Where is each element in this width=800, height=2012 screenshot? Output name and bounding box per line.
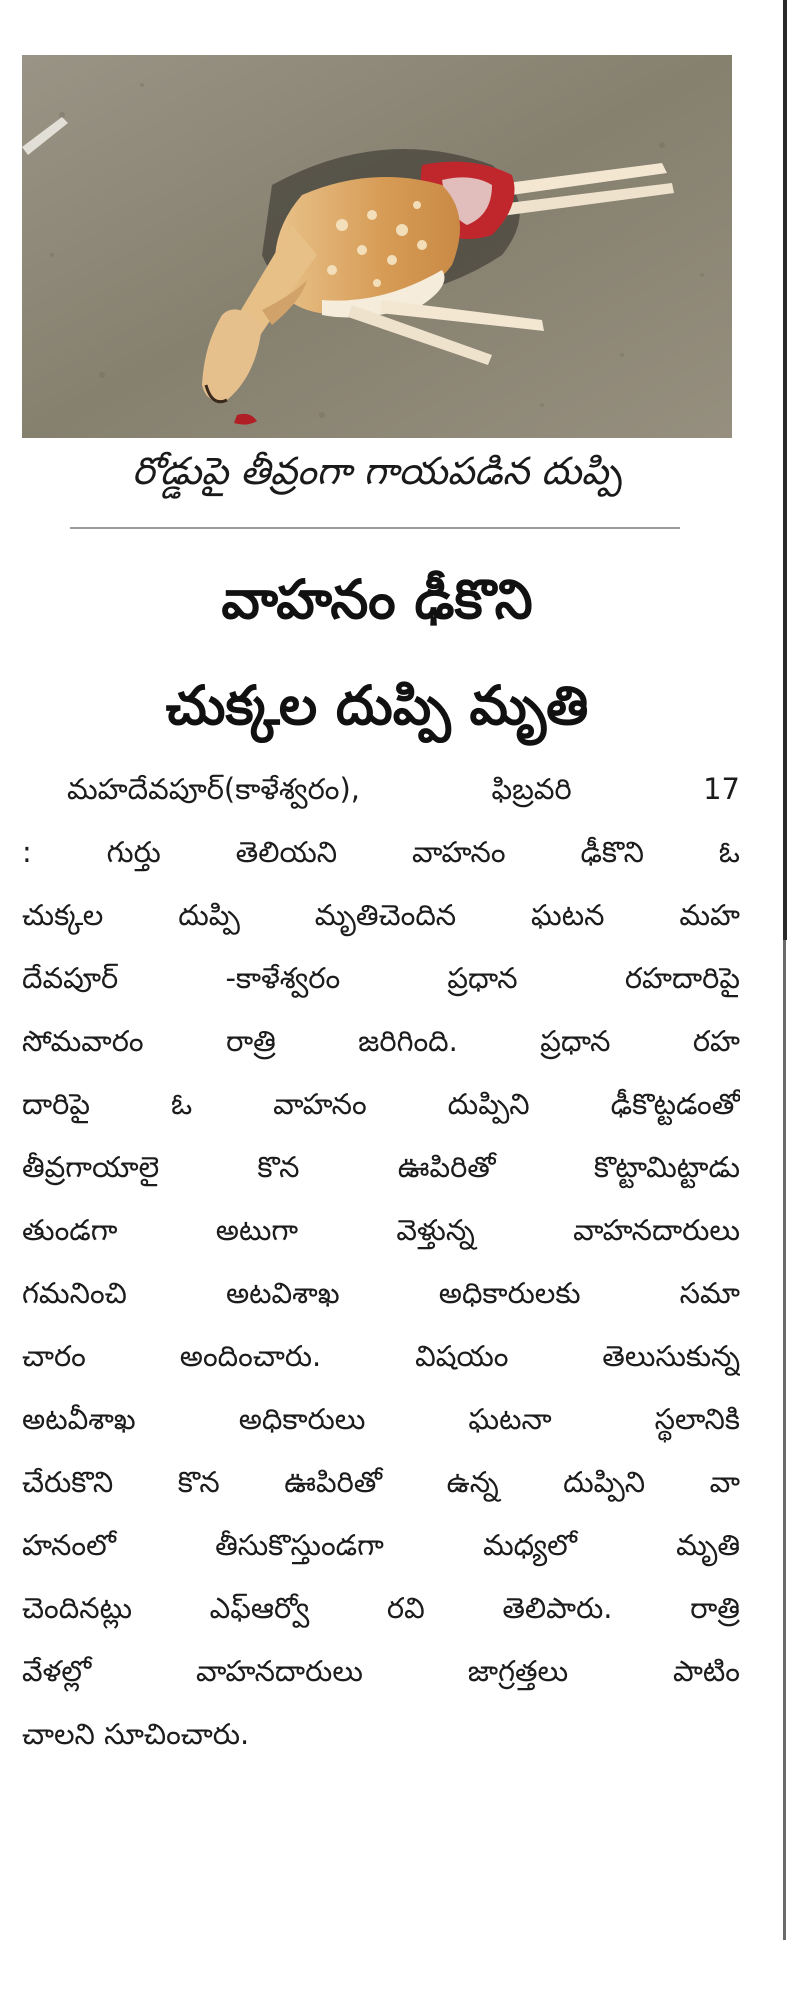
body-line: అటవీశాఖ అధికారులు ఘటనా స్థలానికి <box>22 1402 740 1436</box>
body-line: వేళల్లో వాహనదారులు జాగ్రత్తలు పాటిం <box>22 1654 740 1688</box>
column-divider-lower <box>783 940 786 1940</box>
body-line: దేవపూర్ -కాళేశ్వరం ప్రధాన రహదారిపై <box>22 961 740 995</box>
column-divider <box>783 0 787 940</box>
photo-caption: రోడ్డుపై తీవ్రంగా గాయపడిన దుప్పి <box>132 449 622 493</box>
body-line: చెందినట్లు ఎఫ్ఆర్వో రవి తెలిపారు. రాత్రి <box>22 1591 740 1625</box>
clipped-previous-text-strip <box>0 0 600 10</box>
news-photo <box>22 55 732 438</box>
body-line: గమనించి అటవిశాఖ అధికారులకు సమా <box>22 1276 740 1310</box>
injured-deer-photo-icon <box>22 55 732 438</box>
body-line: : గుర్తు తెలియని వాహనం ఢీకొని ఓ <box>22 835 740 869</box>
body-line: హనంలో తీసుకొస్తుండగా మధ్యలో మృతి <box>22 1528 740 1562</box>
body-line: చుక్కల దుప్పి మృతిచెందిన ఘటన మహ <box>22 898 740 932</box>
body-line: చాలని సూచించారు. <box>22 1717 250 1751</box>
body-line: చారం అందించారు. విషయం తెలుసుకున్న <box>22 1339 740 1373</box>
body-line: దారిపై ఓ వాహనం దుప్పిని ఢీకొట్టడంతో <box>22 1087 740 1121</box>
caption-divider <box>70 527 680 529</box>
body-line: తుండగా అటుగా వెళ్తున్న వాహనదారులు <box>22 1213 740 1247</box>
headline-line-2: చుక్కల దుప్పి మృతి <box>165 674 589 737</box>
body-line: మహదేవపూర్(కాళేశ్వరం), ఫిబ్రవరి 17 <box>67 772 740 806</box>
body-line: చేరుకొని కొన ఊపిరితో ఉన్న దుప్పిని వా <box>22 1465 740 1499</box>
article-body <box>22 758 740 1766</box>
body-line: సోమవారం రాత్రి జరిగింది. ప్రధాన రహ <box>22 1024 740 1058</box>
headline-line-1: వాహనం ఢీకొని <box>221 568 533 631</box>
body-line: తీవ్రగాయాలై కొన ఊపిరితో కొట్టామిట్టాడు <box>22 1150 740 1184</box>
